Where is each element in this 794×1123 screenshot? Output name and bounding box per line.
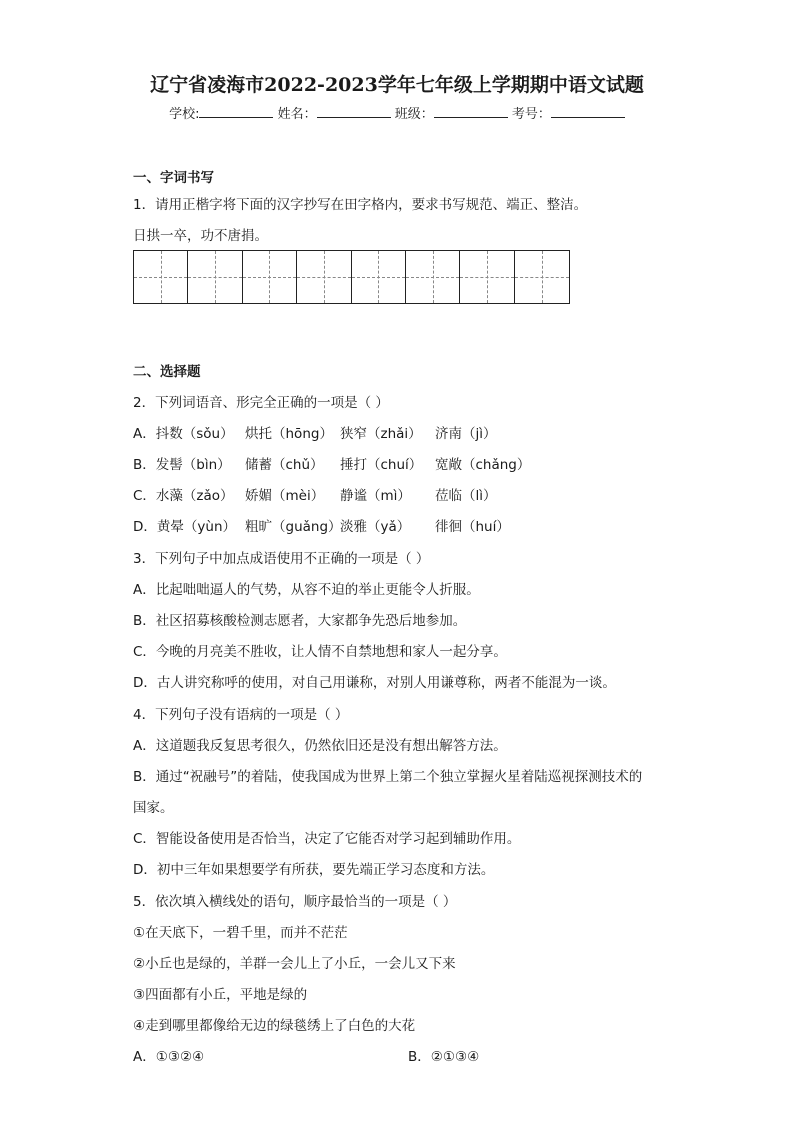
question-5-option-b[interactable]: B．②①③④ [408,1049,480,1065]
school-label: 学校: [169,107,200,122]
question-4-option-b-cont: 国家。 [133,800,174,816]
question-3-option-a[interactable]: A．比起咄咄逼人的气势，从容不迫的举止更能令人折服。 [133,582,480,598]
grid-cell[interactable] [134,251,188,303]
question-5-sentence-3: ③四面都有小丘，平地是绿的 [133,987,308,1003]
grid-cell[interactable] [352,251,406,303]
question-4-option-a[interactable]: A．这道题我反复思考很久，仍然依旧还是没有想出解答方法。 [133,738,507,754]
grid-cell[interactable] [460,251,514,303]
question-4-option-c[interactable]: C．智能设备使用是否恰当，决定了它能否对学习起到辅助作用。 [133,831,521,847]
question-5-sentence-1: ①在天底下，一碧千里，而并不茫茫 [133,925,348,941]
class-label: 班级： [394,107,434,122]
tianzige-grid[interactable] [133,250,570,304]
question-2-stem: 2．下列词语音、形完全正确的一项是（ ） [133,395,389,411]
page-title: 辽宁省凌海市2022-2023学年七年级上学期期中语文试题 [150,74,644,96]
question-2-option-d[interactable]: D．黄晕（yùn） 粗旷（guǎng）淡雅（yǎ） 徘徊（huí） [133,519,510,535]
name-blank[interactable] [317,104,391,118]
question-4-option-b[interactable]: B．通过“祝融号”的着陆，使我国成为世界上第二个独立掌握火星着陆巡视探测技术的 [133,769,643,785]
question-3-stem: 3．下列句子中加点成语使用不正确的一项是（ ） [133,551,430,567]
question-5-stem: 5．依次填入横线处的语句，顺序最恰当的一项是（ ） [133,894,457,910]
question-2-option-a[interactable]: A．抖数（sǒu） 烘托（hōng） 狭窄（zhǎi） 济南（jì） [133,426,497,442]
number-blank[interactable] [551,104,625,118]
section-heading-2: 二、选择题 [133,364,201,380]
question-5-option-a[interactable]: A．①③②④ [133,1049,205,1065]
grid-cell[interactable] [515,251,569,303]
question-5-sentence-4: ④走到哪里都像给无边的绿毯绣上了白色的大花 [133,1018,416,1034]
grid-cell[interactable] [297,251,351,303]
question-3-option-c[interactable]: C．今晚的月亮美不胜收，让人情不自禁地想和家人一起分享。 [133,644,507,660]
question-2-option-b[interactable]: B．发髻（bìn） 储蓄（chǔ） 捶打（chuí） 宽敞（chǎng） [133,457,531,473]
grid-cell[interactable] [406,251,460,303]
question-4-stem: 4．下列句子没有语病的一项是（ ） [133,707,349,723]
number-label: 考号： [511,107,551,122]
question-1: 1．请用正楷字将下面的汉字抄写在田字格内，要求书写规范、端正、整洁。 [133,197,588,213]
question-3-option-d[interactable]: D．古人讲究称呼的使用，对自己用谦称，对别人用谦尊称，两者不能混为一谈。 [133,675,616,691]
question-3-option-b[interactable]: B．社区招募核酸检测志愿者，大家都争先恐后地参加。 [133,613,467,629]
class-blank[interactable] [434,104,508,118]
school-blank[interactable] [199,104,273,118]
grid-cell[interactable] [243,251,297,303]
question-4-option-d[interactable]: D．初中三年如果想要学有所获，要先端正学习态度和方法。 [133,862,495,878]
grid-cell[interactable] [188,251,242,303]
question-2-option-c[interactable]: C．水藻（zǎo） 娇媚（mèi） 静谧（mì） 莅临（lì） [133,488,497,504]
student-info-line [0,103,794,122]
section-heading-1: 一、字词书写 [133,170,214,186]
copy-text: 日拱一卒，功不唐捐。 [133,228,268,244]
question-5-sentence-2: ②小丘也是绿的，羊群一会儿上了小丘，一会儿又下来 [133,956,456,972]
name-label: 姓名： [277,107,317,122]
